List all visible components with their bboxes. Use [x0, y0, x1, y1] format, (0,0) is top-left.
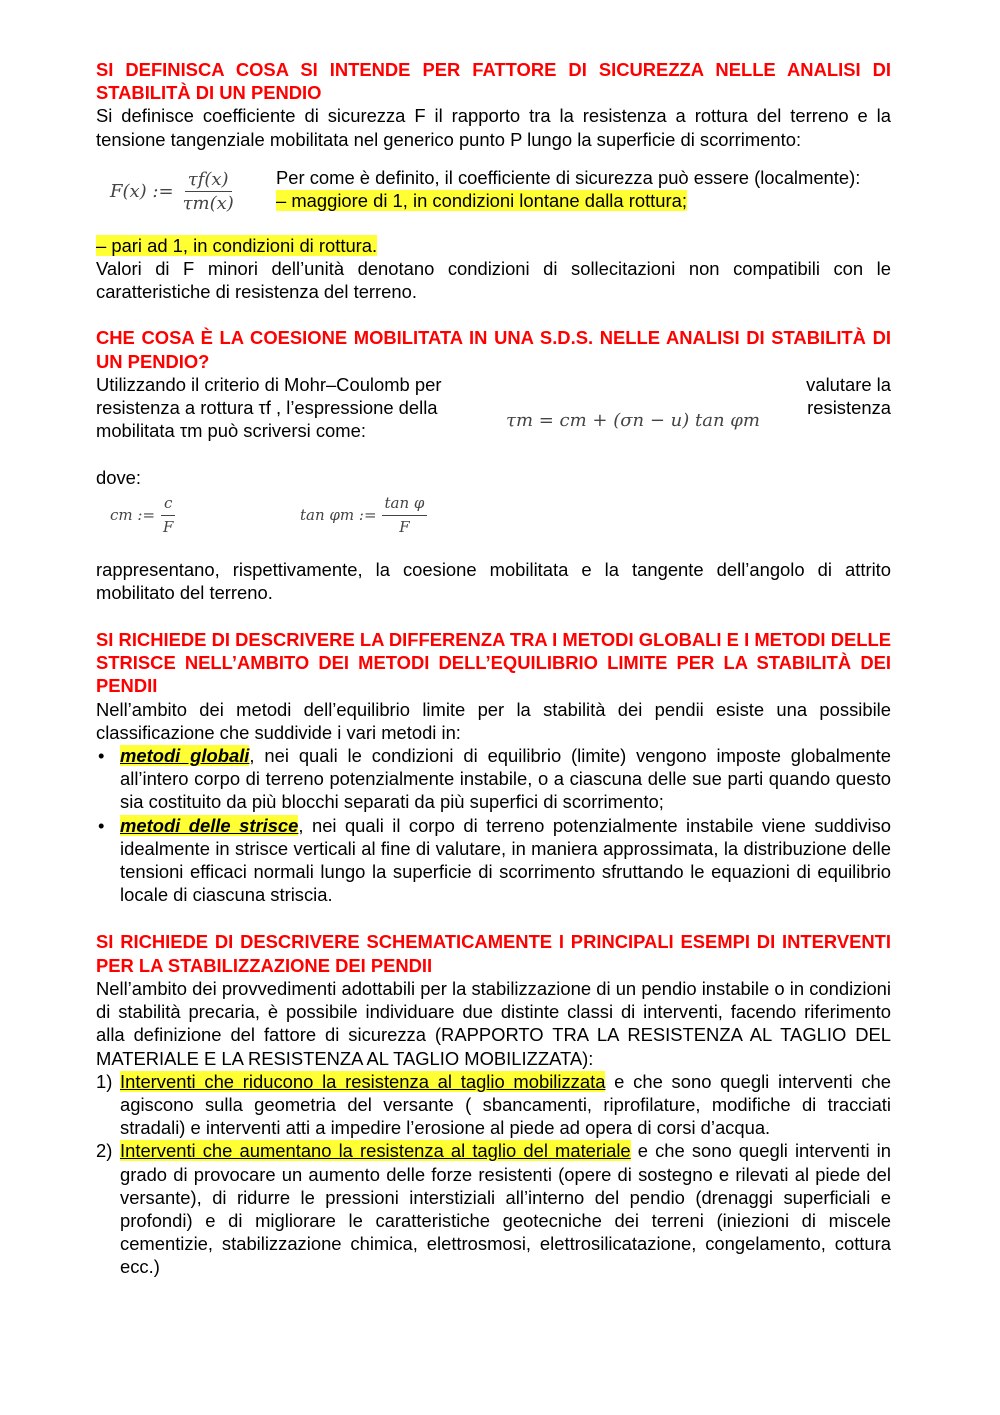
formula-numerator: τf(x) [185, 168, 232, 192]
intervention-2-number: 2) [96, 1140, 113, 1162]
strip-methods-term: metodi delle strisce [120, 814, 299, 836]
def2-numerator: tan φ [382, 492, 428, 516]
list-item-intervention-2 [96, 1139, 891, 1278]
intervention-1-number: 1) [96, 1070, 113, 1092]
global-methods-term: metodi globali [120, 745, 250, 767]
def1-numerator: c [161, 492, 175, 516]
strip-methods-text: , nei quali il corpo di terreno potenzialmente instabile viene suddiviso idealmente in strisce verticali al fine di valutare, in maniera approssimata, la distribuzione delle tensioni efficaci normali lungo la superficie di scorrimento sfruttando le equazioni di equilibrio locale di ciascuna striscia. [120, 814, 892, 906]
dove-label: dove: [96, 467, 141, 489]
list-item-strip-methods [96, 814, 891, 907]
formula-denominator: τm(x) [182, 193, 234, 215]
methods-list [96, 744, 891, 906]
def1-denominator: F [163, 517, 174, 536]
formula-row [96, 164, 891, 234]
definitions-row [96, 490, 891, 538]
section-2-title: CHE COSA È LA COESIONE MOBILITATA IN UNA S.D.S. NELLE ANALISI DI STABILITÀ DI UN PENDIO? [96, 327, 891, 372]
interventions-list [96, 1070, 891, 1279]
intervention-2-term: Interventi che aumentano la resistenza al taglio del materiale [120, 1140, 631, 1162]
mohr-text-line-2: resistenza a rottura τf , l’espressione della [96, 397, 438, 419]
safety-factor-formula [96, 164, 276, 234]
intervention-2-text: e che sono quegli interventi in grado di provocare un aumento delle forze resistenti (opere di sostegno e rilevati al piede del versante), di ridurre le pressioni interstiziali all’interno del pendio (drenaggi superficiali e profondi) e di migliorare le caratteristiche geotecniche dei terreni (iniezioni di miscele cementizie, stabilizzazione chimica, elettrosmosi, elettrosilicatazione, congelamento, cottura ecc.) [120, 1140, 891, 1278]
global-methods-text: , nei quali le condizioni di equilibrio (limite) vengono imposte globalmente all’intero corpo di terreno potenzialmente instabile, o a ciascuna delle sue parti quando questo sia costituito da più blocchi separati da più superfici di scorrimento; [120, 745, 891, 813]
def2-lhs: tan φm := [300, 505, 377, 524]
condition-item-2: – pari ad 1, in condizioni di rottura. [96, 234, 378, 256]
mohr-text-line-3: mobilitata τm può scriversi come: [96, 420, 366, 442]
def2-denominator: F [399, 517, 410, 536]
section-2-outro: rappresentano, rispettivamente, la coesione mobilitata e la tangente dell’angolo di attrito mobilitato del terreno. [96, 558, 891, 603]
document-page [96, 58, 891, 1279]
mohr-coulomb-block [96, 373, 891, 443]
section-1-intro: Si definisce coefficiente di sicurezza F il rapporto tra la resistenza a rottura del terreno e la tensione tangenziale mobilitata nel generico punto P lungo la superficie di scorrimento: [96, 105, 891, 150]
formula-side-text: Per come è definito, il coefficiente di sicurezza può essere (localmente): [276, 166, 861, 188]
intervention-1-term: Interventi che riducono la resistenza al taglio mobilizzata [120, 1070, 606, 1092]
list-item-intervention-1 [96, 1070, 891, 1140]
section-3-intro: Nell’ambito dei metodi dell’equilibrio limite per la stabilità dei pendii esiste una possibile classificazione che suddivide i vari metodi in: [96, 698, 891, 743]
section-4-title: SI RICHIEDE DI DESCRIVERE SCHEMATICAMENTE I PRINCIPALI ESEMPI DI INTERVENTI PER LA STABILIZZAZIONE DEI PENDII [96, 931, 891, 976]
mohr-text-right-2: resistenza [807, 397, 891, 419]
condition-item-1: – maggiore di 1, in condizioni lontane dalla rottura; [276, 190, 687, 212]
mohr-text-line-1: Utilizzando il criterio di Mohr–Coulomb per [96, 373, 442, 395]
mohr-formula: τm = cm + (σn − u) tan φm [506, 409, 760, 431]
section-4-intro: Nell’ambito dei provvedimenti adottabili per la stabilizzazione di un pendio instabile o in condizioni di stabilità precaria, è possibile individuare due distinte classi di interventi, facendo riferimento alla definizione del fattore di sicurezza (RAPPORTO TRA LA RESISTENZA AL TAGLIO DEL MATERIALE E LA RESISTENZA AL TAGLIO MOBILIZZATA): [96, 977, 891, 1069]
formula-lhs: F(x) := [110, 180, 174, 202]
mohr-text-right-1: valutare la [806, 373, 891, 395]
def1-lhs: cm := [110, 505, 156, 524]
mobilized-cohesion-formula [110, 492, 176, 539]
section-1-outro: Valori di F minori dell’unità denotano condizioni di sollecitazioni non compatibili con le caratteristiche di resistenza del terreno. [96, 258, 891, 303]
section-3-title: SI RICHIEDE DI DESCRIVERE LA DIFFERENZA TRA I METODI GLOBALI E I METODI DELLE STRISCE NELL’AMBITO DEI METODI DELL’EQUILIBRIO LIMITE PER LA STABILITÀ DEI PENDII [96, 629, 891, 697]
intervention-1-text: e che sono quegli interventi che agiscono sulla geometria del versante ( sbancamenti, riprofilature, modifiche di tracciati stradali) e interventi atti a impedire l’erosione al piede ad opera di corsi d’acqua. [120, 1070, 891, 1139]
section-1-title: SI DEFINISCA COSA SI INTENDE PER FATTORE DI SICUREZZA NELLE ANALISI DI STABILITÀ DI UN PENDIO [96, 59, 891, 104]
list-item-global-methods [96, 744, 891, 814]
mobilized-friction-formula [300, 492, 427, 539]
